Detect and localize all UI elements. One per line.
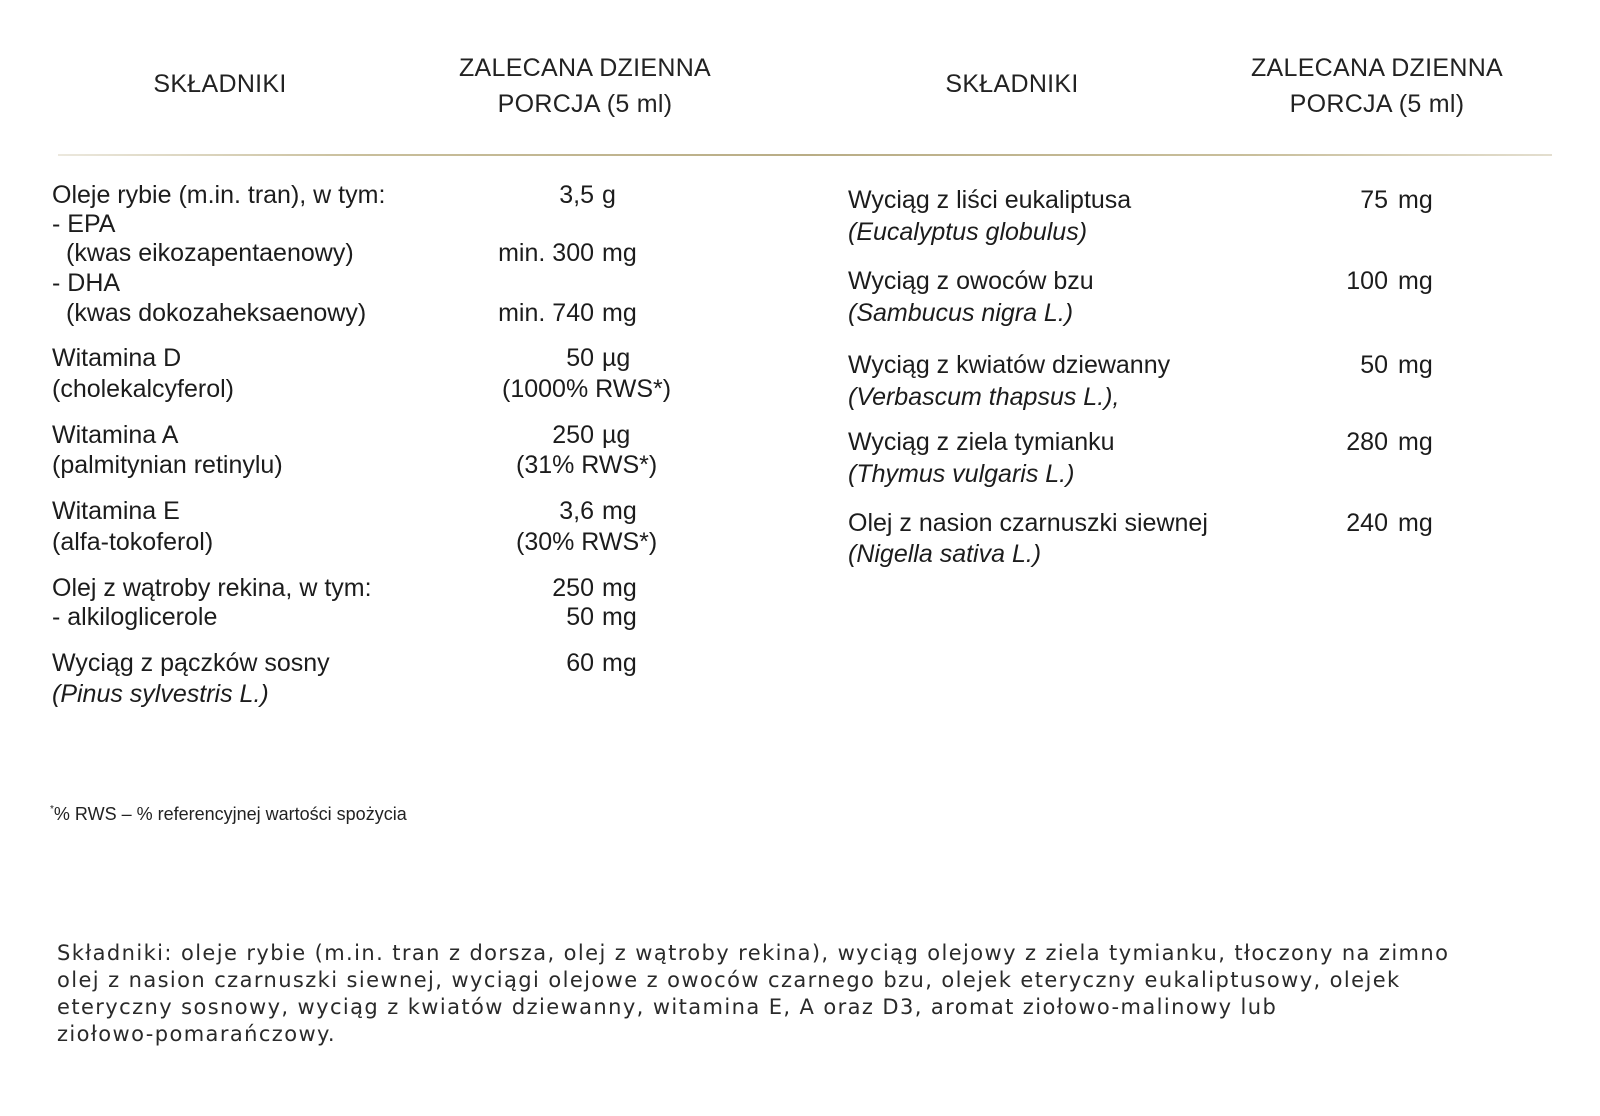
latin-name: (Sambucus nigra L.) (848, 299, 1074, 327)
amount-unit: mg (602, 299, 637, 327)
composition-line: eteryczny sosnowy, wyciąg z kwiatów dziewanny, witamina E, A oraz D3, aromat ziołowo-malinowy lub (57, 995, 1278, 1019)
composition-line: Składniki: oleje rybie (m.in. tran z dorsza, olej z wątroby rekina), wyciąg olejowy z ziela tymianku, tłoczony na zimno (57, 941, 1450, 965)
amount-value: 50 (566, 344, 594, 372)
footnote-text: % RWS – % referencyjnej wartości spożycia (53, 804, 407, 824)
header-label: SKŁADNIKI (945, 70, 1079, 98)
amount-unit: mg (602, 574, 637, 602)
amount-unit: mg (1398, 267, 1433, 295)
amount-unit: mg (1398, 428, 1433, 456)
footnote-mark: * (50, 804, 54, 815)
latin-name: (Nigella sativa L.) (848, 540, 1042, 568)
left-portion-header (440, 50, 730, 122)
ingredient-sub: (palmitynian retinylu) (52, 451, 283, 479)
latin-name: (Thymus vulgaris L.) (848, 460, 1075, 488)
ingredient-name: Wyciąg z ziela tymianku (848, 428, 1115, 456)
amount-unit: µg (602, 421, 631, 449)
rws-value: (1000% RWS*) (502, 375, 672, 403)
ingredient-name: Witamina D (52, 344, 182, 372)
composition-line: olej z nasion czarnuszki siewnej, wyciągi olejowe z owoców czarnego bzu, olejek eteryczny eukaliptusowy, olejek (57, 968, 1401, 992)
amount-value: 240 (1346, 509, 1388, 537)
amount-value: 50 (1360, 351, 1388, 379)
amount-unit: mg (602, 497, 637, 525)
ingredient-name: Wyciąg z pączków sosny (52, 649, 330, 677)
ingredient-name: Olej z wątroby rekina, w tym: (52, 574, 372, 602)
amount-unit: mg (602, 649, 637, 677)
header-label: SKŁADNIKI (153, 70, 287, 98)
amount-value: 60 (566, 649, 594, 677)
rws-value: (31% RWS*) (516, 451, 658, 479)
ingredient-name: Witamina A (52, 421, 179, 449)
amount-unit: g (602, 181, 616, 209)
amount-value: min. 300 (498, 239, 594, 267)
amount-value: 75 (1360, 186, 1388, 214)
ingredient-name: Oleje rybie (m.in. tran), w tym: (52, 181, 386, 209)
right-portion-header (1232, 50, 1522, 122)
amount-value: 250 (552, 421, 594, 449)
amount-value: 250 (552, 574, 594, 602)
amount-unit: µg (602, 344, 631, 372)
ingredient-sub: (kwas dokozaheksaenowy) (66, 299, 367, 327)
header-line: PORCJA (5 ml) (497, 90, 673, 118)
ingredient-sub: - alkiloglicerole (52, 603, 218, 631)
amount-unit: mg (1398, 186, 1433, 214)
amount-unit: mg (1398, 351, 1433, 379)
ingredient-sub: (kwas eikozapentaenowy) (66, 239, 354, 267)
ingredient-name: Wyciąg z liści eukaliptusa (848, 186, 1132, 214)
amount-value: 3,6 (559, 497, 594, 525)
header-line: PORCJA (5 ml) (1289, 90, 1465, 118)
amount-value: 3,5 (559, 181, 594, 209)
ingredient-name: Olej z nasion czarnuszki siewnej (848, 509, 1208, 537)
latin-name: (Pinus sylvestris L.) (52, 680, 269, 708)
left-ingredients-header (120, 66, 320, 102)
ingredients-composition (57, 940, 1557, 1048)
amount-unit: mg (602, 603, 637, 631)
amount-value: min. 740 (498, 299, 594, 327)
ingredient-name: Wyciąg z owoców bzu (848, 267, 1094, 295)
latin-name: (Verbascum thapsus L.), (848, 383, 1120, 411)
ingredient-sub: - DHA (52, 269, 121, 297)
amount-unit: mg (602, 239, 637, 267)
header-divider (58, 154, 1552, 156)
amount-value: 50 (566, 603, 594, 631)
right-ingredients-header (912, 66, 1112, 102)
amount-value: 280 (1346, 428, 1388, 456)
ingredient-sub: - EPA (52, 210, 116, 238)
ingredient-name: Wyciąg z kwiatów dziewanny (848, 351, 1171, 379)
ingredient-sub: (cholekalcyferol) (52, 375, 235, 403)
composition-line: ziołowo-pomarańczowy. (57, 1022, 336, 1046)
ingredient-name: Witamina E (52, 497, 180, 525)
rws-footnote (50, 804, 407, 825)
header-line: ZALECANA DZIENNA (458, 54, 712, 82)
ingredient-sub: (alfa-tokoferol) (52, 528, 214, 556)
header-line: ZALECANA DZIENNA (1250, 54, 1504, 82)
amount-unit: mg (1398, 509, 1433, 537)
latin-name: (Eucalyptus globulus) (848, 218, 1088, 246)
rws-value: (30% RWS*) (516, 528, 658, 556)
amount-value: 100 (1346, 267, 1388, 295)
